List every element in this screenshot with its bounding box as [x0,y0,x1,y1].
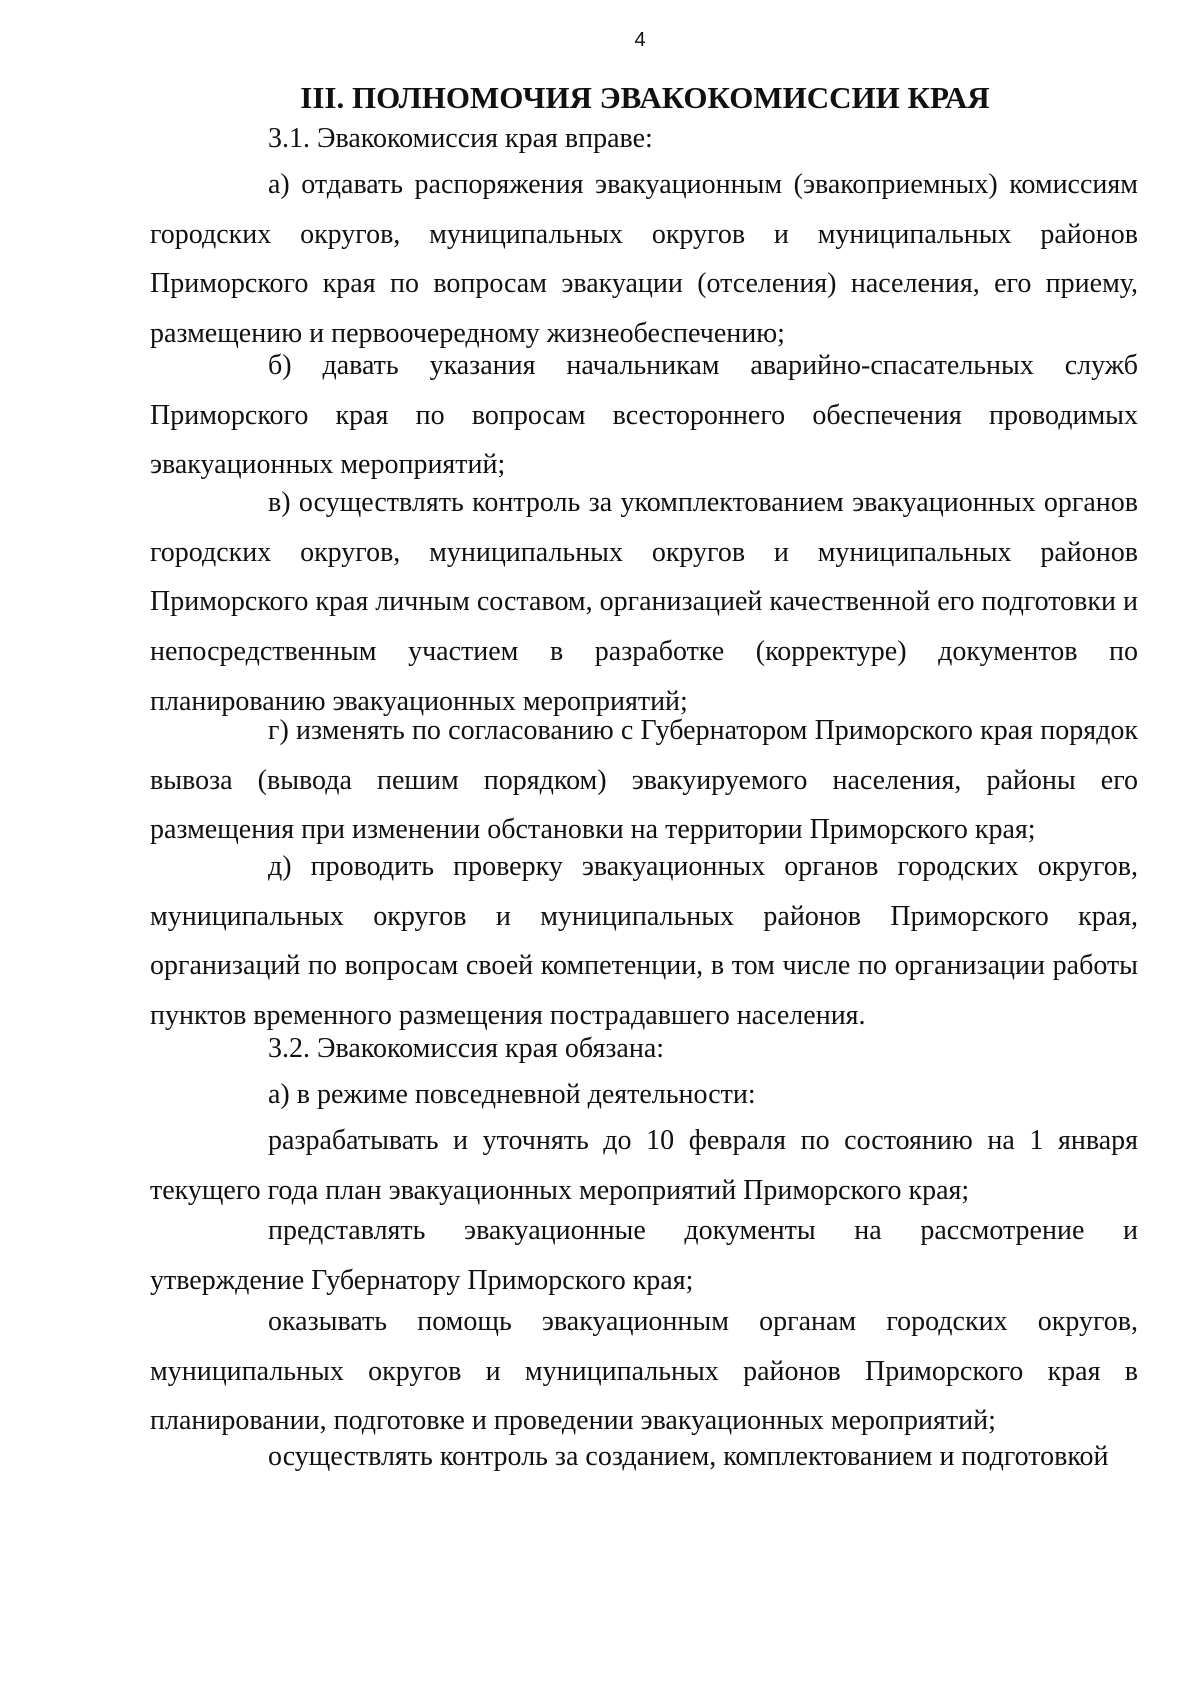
paragraph-3-2: 3.2. Эвакокомиссия края обязана: [268,1033,665,1064]
paragraph-3-1: 3.1. Эвакокомиссия края вправе: [268,123,653,154]
paragraph-3-1-v: в) осуществлять контроль за укомплектованием эвакуационных органов городских округов, муниципальных округов и муниципальных районов Приморского края личным составом, организацией качественной его подготовки и непосредственным участием в разработке (корректуре) документов по планированию эвакуационных мероприятий; [150,487,1138,717]
paragraph-assist: оказывать помощь эвакуационным органам городских округов, муниципальных округов и муниципальных районов Приморского края в планировании, подготовке и проведении эвакуационных мероприятий; [150,1306,1138,1437]
paragraph-3-1-g: г) изменять по согласованию с Губернатором Приморского края порядок вывоза (вывода пешим порядком) эвакуируемого населения, районы его размещения при изменении обстановки на территории Приморского края; [150,715,1138,846]
paragraph-control: осуществлять контроль за созданием, комплектованием и подготовкой [268,1441,1109,1472]
paragraph-3-1-a: а) отдавать распоряжения эвакуационным (эвакоприемных) комиссиям городских округов, муниципальных округов и муниципальных районов Приморского края по вопросам эвакуации (отселения) населения, его приему, размещению и первоочередному жизнеобеспечению; [150,169,1138,350]
page-number: 4 [634,29,646,51]
paragraph-3-2-a: а) в режиме повседневной деятельности: [268,1079,756,1110]
section-title: III. ПОЛНОМОЧИЯ ЭВАКОКОМИССИИ КРАЯ [300,80,990,115]
paragraph-plan: разрабатывать и уточнять до 10 февраля по состоянию на 1 января текущего года план эвакуационных мероприятий Приморского края; [150,1125,1138,1206]
paragraph-submit: представлять эвакуационные документы на рассмотрение и утверждение Губернатору Приморского края; [150,1215,1138,1296]
paragraph-3-1-b: б) давать указания начальникам аварийно-спасательных служб Приморского края по вопросам всестороннего обеспечения проводимых эвакуационных мероприятий; [150,350,1138,481]
paragraph-3-1-d: д) проводить проверку эвакуационных органов городских округов, муниципальных округов и муниципальных районов Приморского края, организаций по вопросам своей компетенции, в том числе по организации работы пунктов временного размещения пострадавшего населения. [150,851,1138,1032]
